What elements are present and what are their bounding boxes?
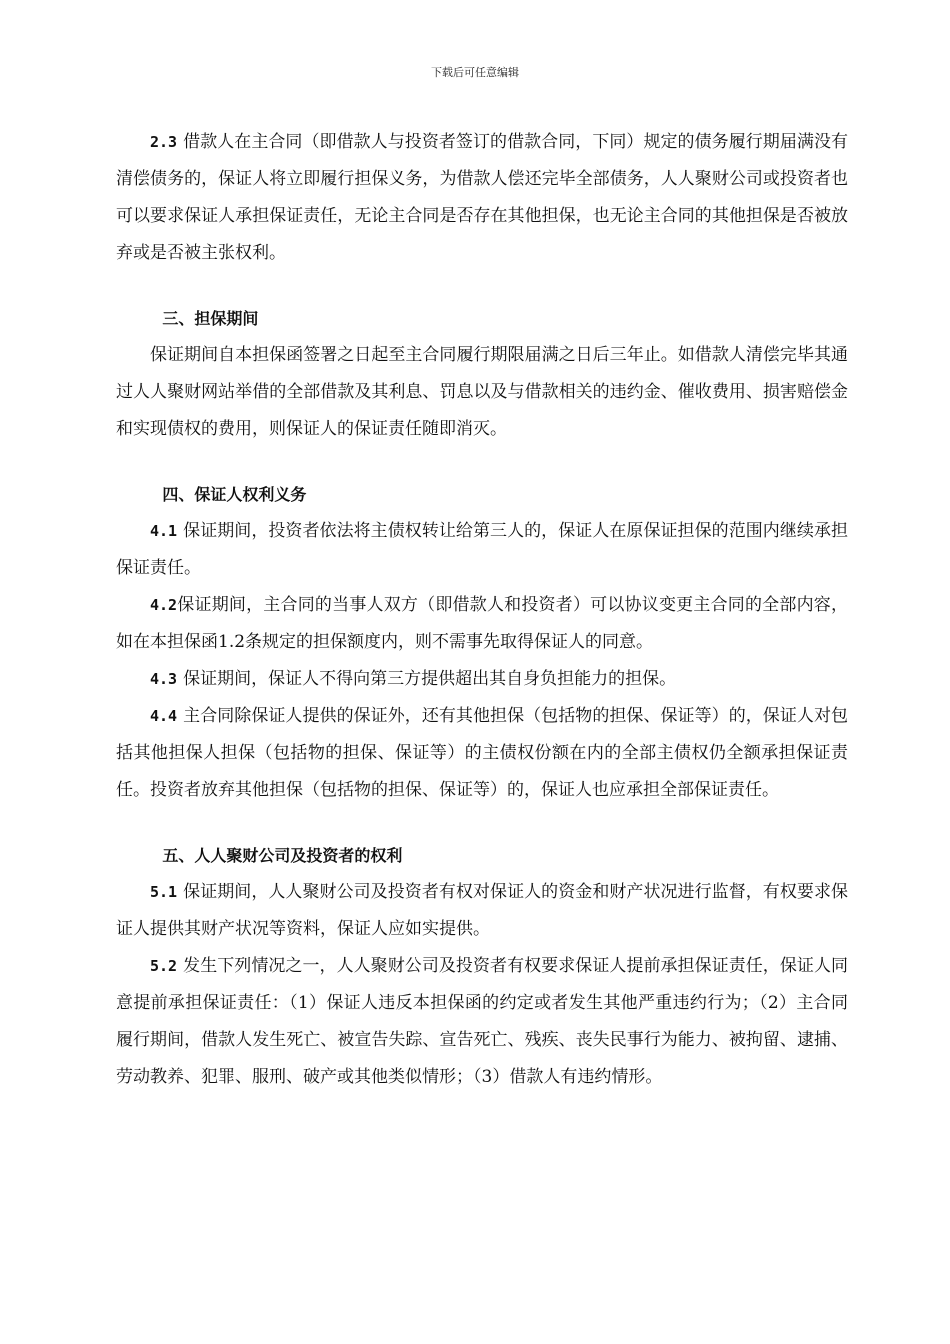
spacer [116,272,848,300]
clause-text: 保证期间，保证人不得向第三方提供超出其自身负担能力的担保。 [183,669,677,689]
clause-text: 主合同除保证人提供的保证外，还有其他担保（包括物的担保、保证等）的，保证人对包括其他担保人担保（包括物的担保、保证等）的主债权份额在内的全部主债权仍全额承担保证责任。投资者放弃其他担保（包括物的担保、保证等）的，保证人也应承担全部保证责任。 [116,706,848,800]
clause-5-1 [116,874,848,948]
clause-4-1 [116,513,848,587]
clause-4-3 [116,661,848,698]
clause-number: 5.1 [150,883,178,901]
section-5-heading: 五、人人聚财公司及投资者的权利 [162,846,403,865]
clause-number: 5.2 [150,957,178,975]
clause-text: 发生下列情况之一，人人聚财公司及投资者有权要求保证人提前承担保证责任，保证人同意提前承担保证责任：（1）保证人违反本担保函的约定或者发生其他严重违约行为；（2）主合同履行期间，借款人发生死亡、被宣告失踪、宣告死亡、残疾、丧失民事行为能力、被拘留、逮捕、劳动教养、犯罪、服刑、破产或其他类似情形；（3）借款人有违约情形。 [116,956,848,1087]
clause-number: 4.3 [150,670,178,688]
section-4-heading: 四、保证人权利义务 [162,485,307,504]
header-note: 下载后可任意编辑 [431,66,519,79]
document-body [116,124,848,1096]
clause-text: 保证期间，人人聚财公司及投资者有权对保证人的资金和财产状况进行监督，有权要求保证人提供其财产状况等资料，保证人应如实提供。 [116,882,848,939]
spacer [116,809,848,837]
clause-text: 保证期间，投资者依法将主债权转让给第三人的，保证人在原保证担保的范围内继续承担保证责任。 [116,521,848,578]
section-3-heading: 三、担保期间 [162,309,259,328]
clause-number: 4.4 [150,707,178,725]
clause-text: 借款人在主合同（即借款人与投资者签订的借款合同，下同）规定的债务履行期届满没有清偿债务的，保证人将立即履行担保义务，为借款人偿还完毕全部债务，人人聚财公司或投资者也可以要求保证人承担保证责任，无论主合同是否存在其他担保，也无论主合同的其他担保是否被放弃或是否被主张权利。 [116,132,848,263]
clause-number: 4.1 [150,522,178,540]
clause-text: 保证期间，主合同的当事人双方（即借款人和投资者）可以协议变更主合同的全部内容，如在本担保函1.2条规定的担保额度内，则不需事先取得保证人的同意。 [116,595,848,652]
clause-4-4 [116,698,848,809]
clause-5-2 [116,948,848,1096]
clause-4-2 [116,587,848,661]
section-3-text: 保证期间自本担保函签署之日起至主合同履行期限届满之日后三年止。如借款人清偿完毕其通过人人聚财网站举借的全部借款及其利息、罚息以及与借款相关的违约金、催收费用、损害赔偿金和实现债权的费用，则保证人的保证责任随即消灭。 [116,345,848,439]
clause-number: 2.3 [150,133,178,151]
clause-2-3 [116,124,848,272]
clause-number: 4.2 [150,596,178,614]
spacer [116,448,848,476]
